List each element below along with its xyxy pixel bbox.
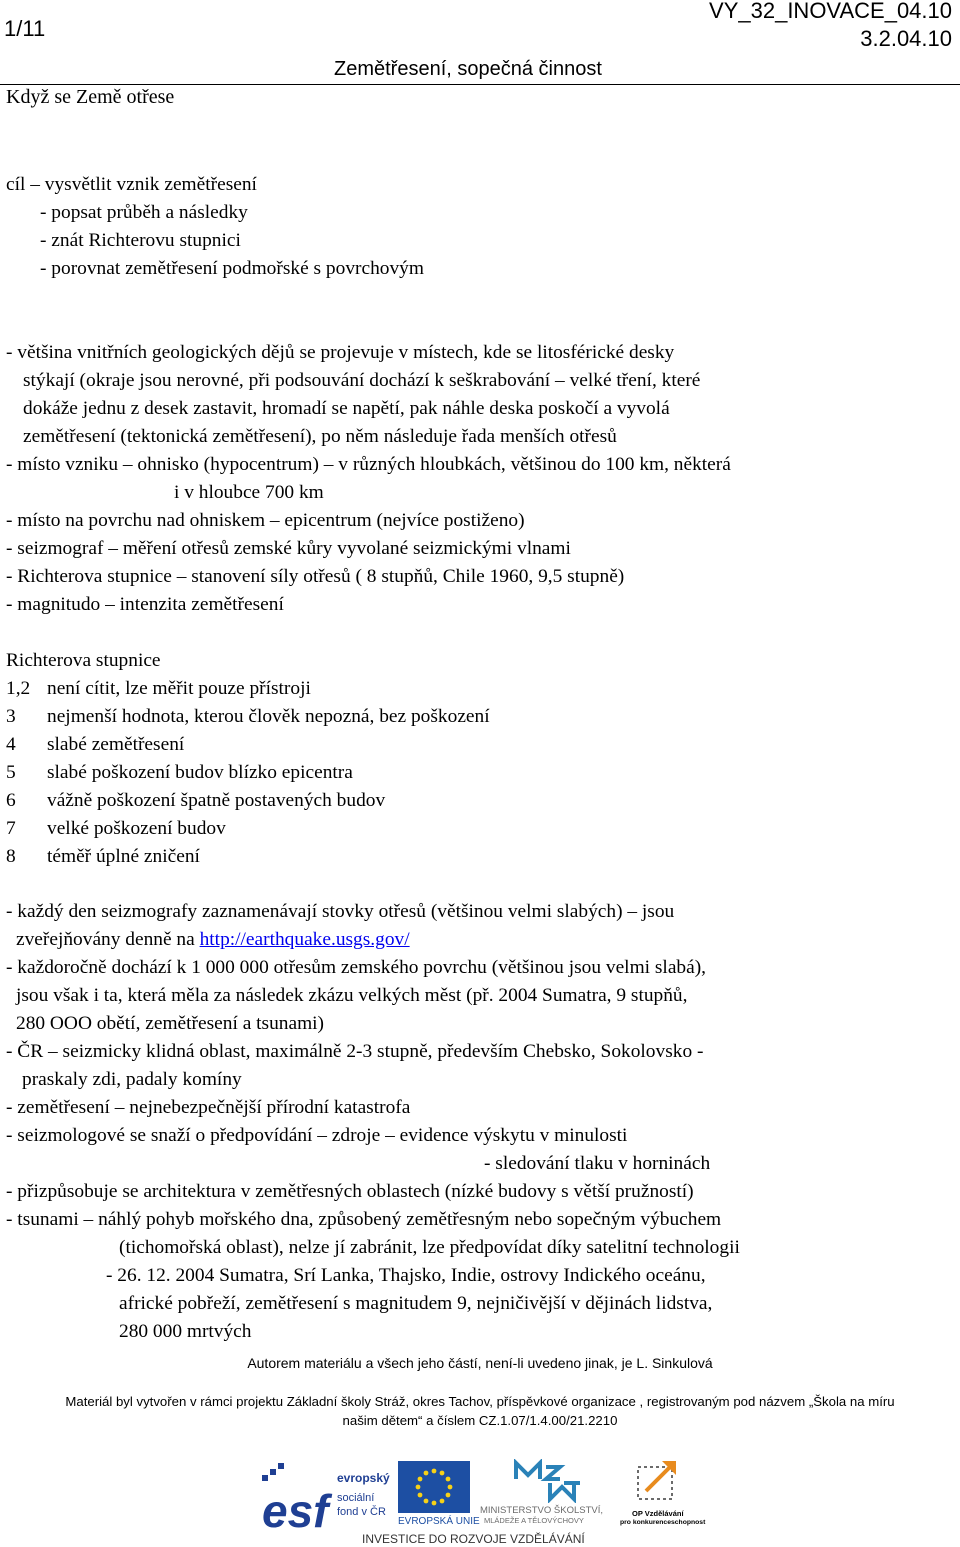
richter-level: 6 bbox=[6, 790, 16, 811]
esf-label-1: evropský bbox=[337, 1471, 390, 1485]
text-line: - každoročně dochází k 1 000 000 otřesům zemského povrchu (většinou jsou velmi slabá), bbox=[6, 957, 707, 978]
topic-title: Když se Země otřese bbox=[6, 86, 175, 108]
text-line: i v hloubce 700 km bbox=[174, 482, 324, 503]
text-line: stýkají (okraje jsou nerovné, při podsouvání dochází k seškrabování – velké tření, které bbox=[23, 370, 701, 391]
author-note: Autorem materiálu a všech jeho částí, není-li uvedeno jinak, je L. Sinkulová bbox=[247, 1355, 713, 1371]
text-line: (tichomořská oblast), nelze jí zabránit, lze předpovídat díky satelitní technologii bbox=[119, 1237, 740, 1258]
richter-level: 1,2 bbox=[6, 678, 31, 699]
richter-level: 3 bbox=[6, 706, 16, 727]
msmt-label-2: MLÁDEŽE A TĚLOVÝCHOVY bbox=[484, 1516, 584, 1525]
header-rule bbox=[0, 84, 960, 85]
text-line: - většina vnitřních geologických dějů se projevuje v místech, kde se litosférické desky bbox=[6, 342, 675, 363]
document-number: 3.2.04.10 bbox=[860, 26, 952, 51]
subject-title: Zemětřesení, sopečná činnost bbox=[334, 58, 602, 80]
text-line: dokáže jednu z desek zastavit, hromadí se napětí, pak náhle deska poskočí a vyvolá bbox=[23, 398, 670, 419]
eu-logo bbox=[398, 1461, 480, 1531]
msmt-emblem-icon bbox=[512, 1459, 582, 1503]
text-line: - seizmograf – měření otřesů zemské kůry vyvolané seizmickými vlnami bbox=[6, 538, 571, 559]
text-line: - 26. 12. 2004 Sumatra, Srí Lanka, Thajsko, Indie, ostrovy Indického oceánu, bbox=[106, 1265, 706, 1286]
text-line: - místo na povrchu nad ohniskem – epicentrum (nejvíce postiženo) bbox=[6, 510, 525, 531]
text-line: africké pobřeží, zemětřesení s magnitudem 9, nejničivější v dějinách lidstva, bbox=[119, 1293, 713, 1314]
text-span: zveřejňovány denně na bbox=[16, 929, 200, 950]
richter-desc: velké poškození budov bbox=[47, 818, 226, 839]
richter-desc: vážně poškození špatně postavených budov bbox=[47, 790, 386, 811]
text-line: - každý den seizmografy zaznamenávají stovky otřesů (většinou velmi slabých) – jsou bbox=[6, 901, 675, 922]
text-line: - zemětřesení – nejnebezpečnější přírodní katastrofa bbox=[6, 1097, 411, 1118]
text-line: - přizpůsobuje se architektura v zemětřesných oblastech (nízké budovy s větší pružností) bbox=[6, 1181, 694, 1202]
text-line bbox=[16, 926, 410, 954]
richter-level: 7 bbox=[6, 818, 16, 839]
text-line: - seizmologové se snaží o předpovídání – zdroje – evidence výskytu v minulosti bbox=[6, 1125, 628, 1146]
esf-label-3: fond v ČR bbox=[337, 1506, 386, 1518]
funding-logos bbox=[0, 1455, 960, 1547]
page-number: 1/11 bbox=[4, 16, 46, 41]
msmt-label-1: MINISTERSTVO ŠKOLSTVÍ, bbox=[480, 1505, 603, 1516]
text-line: - Richterova stupnice – stanovení síly otřesů ( 8 stupňů, Chile 1960, 9,5 stupně) bbox=[6, 566, 625, 587]
richter-level: 8 bbox=[6, 846, 16, 867]
richter-desc: téměř úplné zničení bbox=[47, 846, 200, 867]
investment-slogan: INVESTICE DO ROZVOJE VZDĚLÁVÁNÍ bbox=[362, 1532, 585, 1546]
goal-line: - znát Richterovu stupnici bbox=[40, 230, 241, 251]
text-line: zemětřesení (tektonická zemětřesení), po něm následuje řada menších otřesů bbox=[23, 426, 617, 447]
text-line: - ČR – seizmicky klidná oblast, maximálně 2-3 stupně, především Chebsko, Sokolovsko - bbox=[6, 1041, 704, 1062]
richter-desc: slabé zemětřesení bbox=[47, 734, 185, 755]
msmt-logo bbox=[480, 1459, 620, 1531]
text-line: jsou však i ta, která měla za následek zkázu velkých měst (př. 2004 Sumatra, 9 stupňů, bbox=[16, 985, 688, 1006]
text-line: 280 000 mrtvých bbox=[119, 1321, 252, 1342]
goal-line: - popsat průběh a následky bbox=[40, 202, 248, 223]
op-label-1: OP Vzdělávání bbox=[632, 1509, 684, 1518]
richter-desc: nejmenší hodnota, kterou člověk nepozná, bez poškození bbox=[47, 706, 490, 727]
project-note-line2: našim dětem“ a číslem CZ.1.07/1.4.00/21.2210 bbox=[342, 1413, 618, 1428]
eu-flag-icon bbox=[398, 1461, 470, 1513]
text-line: 280 OOO obětí, zemětřesení a tsunami) bbox=[16, 1013, 325, 1034]
eu-label: EVROPSKÁ UNIE bbox=[398, 1516, 480, 1527]
project-note-line1: Materiál byl vytvořen v rámci projektu Základní školy Stráž, okres Tachov, příspěvkové organizace , registrovaným pod názvem „Škola na míru bbox=[65, 1394, 895, 1409]
earthquake-link[interactable]: http://earthquake.usgs.gov/ bbox=[199, 929, 410, 950]
esf-label-2: sociální bbox=[337, 1492, 375, 1504]
richter-desc: slabé poškození budov blízko epicentra bbox=[47, 762, 353, 783]
text-line: - tsunami – náhlý pohyb mořského dna, způsobený zemětřesným nebo sopečným výbuchem bbox=[6, 1209, 722, 1230]
text-line: - místo vzniku – ohnisko (hypocentrum) – v různých hloubkách, většinou do 100 km, některá bbox=[6, 454, 731, 475]
richter-desc: není cítit, lze měřit pouze přístroji bbox=[47, 678, 311, 699]
text-line: praskaly zdi, padaly komíny bbox=[22, 1069, 242, 1090]
richter-level: 4 bbox=[6, 734, 16, 755]
esf-logo bbox=[262, 1461, 390, 1531]
text-line: - sledování tlaku v horninách bbox=[484, 1153, 711, 1174]
op-arrow-icon bbox=[632, 1459, 682, 1505]
richter-title: Richterova stupnice bbox=[6, 650, 161, 671]
esf-wordmark: esf bbox=[262, 1485, 329, 1531]
document-code: VY_32_INOVACE_04.10 bbox=[709, 0, 952, 23]
goal-line: cíl – vysvětlit vznik zemětřesení bbox=[6, 174, 257, 195]
op-label-2: pro konkurenceschopnost bbox=[620, 1519, 706, 1526]
op-logo bbox=[620, 1459, 710, 1531]
text-line: - magnitudo – intenzita zemětřesení bbox=[6, 594, 284, 615]
richter-level: 5 bbox=[6, 762, 16, 783]
goal-line: - porovnat zemětřesení podmořské s povrchovým bbox=[40, 258, 424, 279]
